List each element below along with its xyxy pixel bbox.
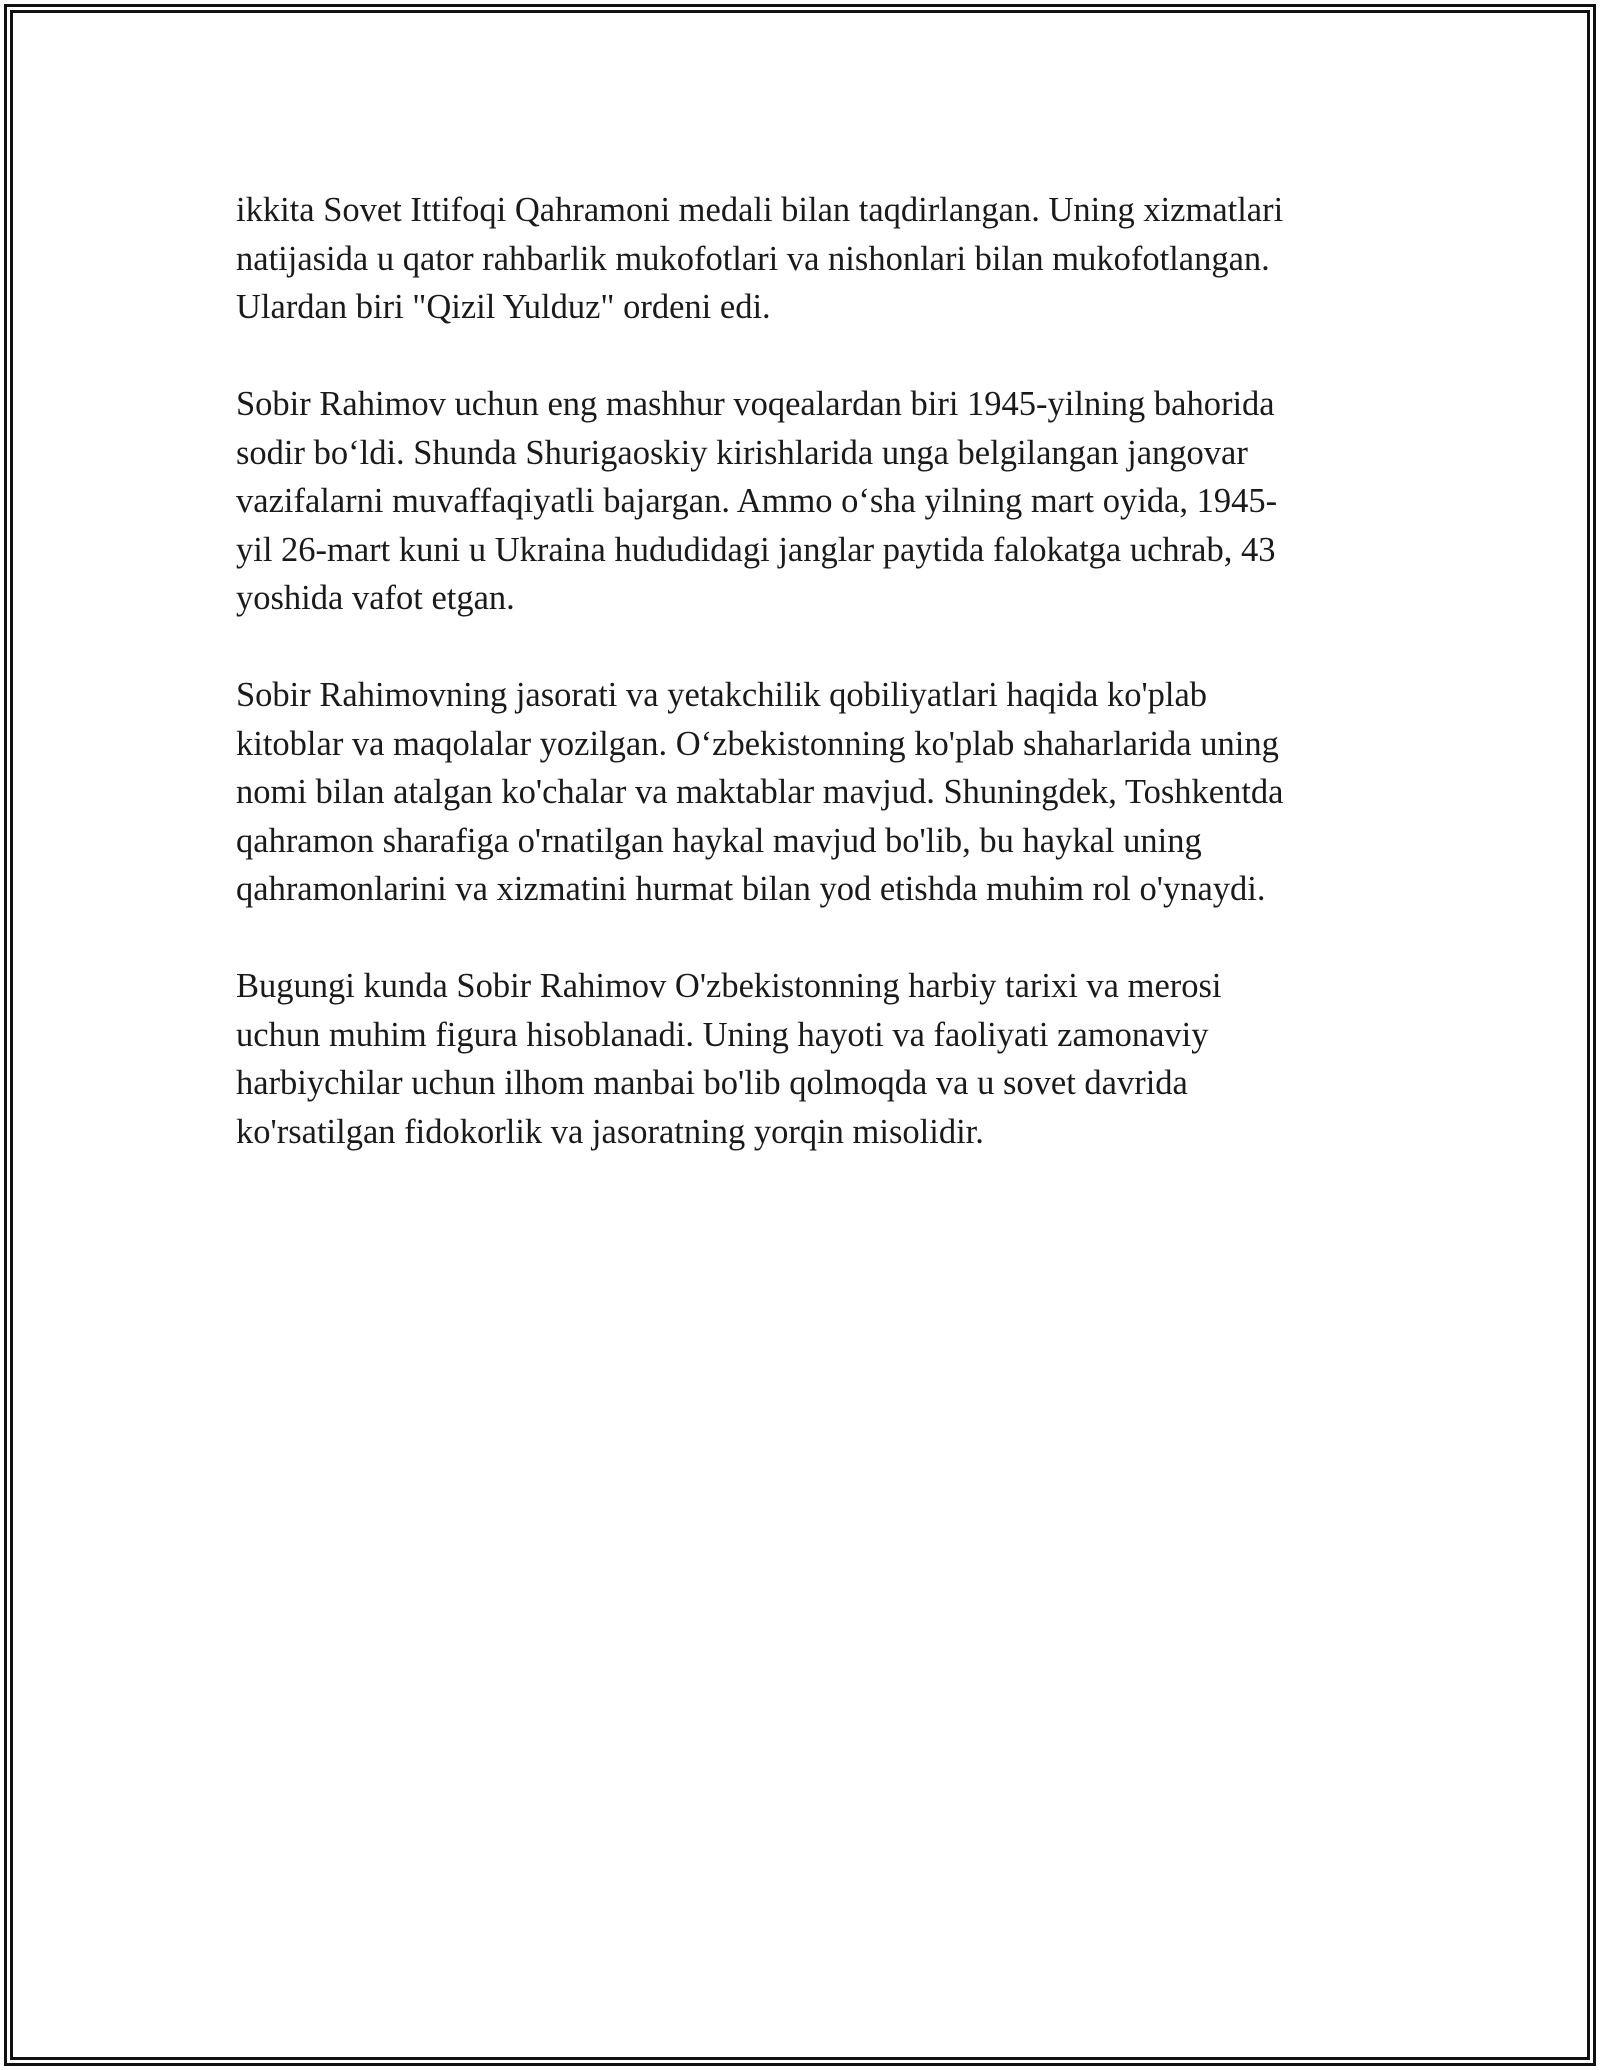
paragraph-awards: ikkita Sovet Ittifoqi Qahramoni medali bilan taqdirlangan. Uning xizmatlari natijasida u qator rahbarlik mukofotlari va nishonlari bilan mukofotlangan. Ulardan biri "Qizil Yulduz" ordeni edi. [236, 191, 1284, 326]
paragraph-1945-events: Sobir Rahimov uchun eng mashhur voqealardan biri 1945-yilning bahorida sodir bo‘ldi. Shunda Shurigaoskiy kirishlarida unga belgilangan jangovar vazifalarni muvaffaqiyatli bajargan. Ammo o‘sha yilning mart oyida, 1945- yil 26-mart kuni u Ukraina hududidagi janglar paytida falokatga uchrab, 43 yoshida vafot etgan. [236, 385, 1278, 617]
document-body [236, 186, 1376, 1205]
paragraph-legacy-memorials: Sobir Rahimovning jasorati va yetakchilik qobiliyatlari haqida ko'plab kitoblar va maqolalar yozilgan. O‘zbekistonning ko'plab shaharlarida uning nomi bilan atalgan ko'chalar va maktablar mavjud. Shuningdek, Toshkentda qahramon sharafiga o'rnatilgan haykal mavjud bo'lib, bu haykal uning qahramonlarini va xizmatini hurmat bilan yod etishda muhim rol o'ynaydi. [236, 676, 1284, 908]
paragraph-modern-significance: Bugungi kunda Sobir Rahimov O'zbekistonning harbiy tarixi va merosi uchun muhim figura hisoblanadi. Uning hayoti va faoliyati zamonaviy harbiychilar uchun ilhom manbai bo'lib qolmoqda va u sovet davrida ko'rsatilgan fidokorlik va jasoratning yorqin misolidir. [236, 967, 1222, 1151]
